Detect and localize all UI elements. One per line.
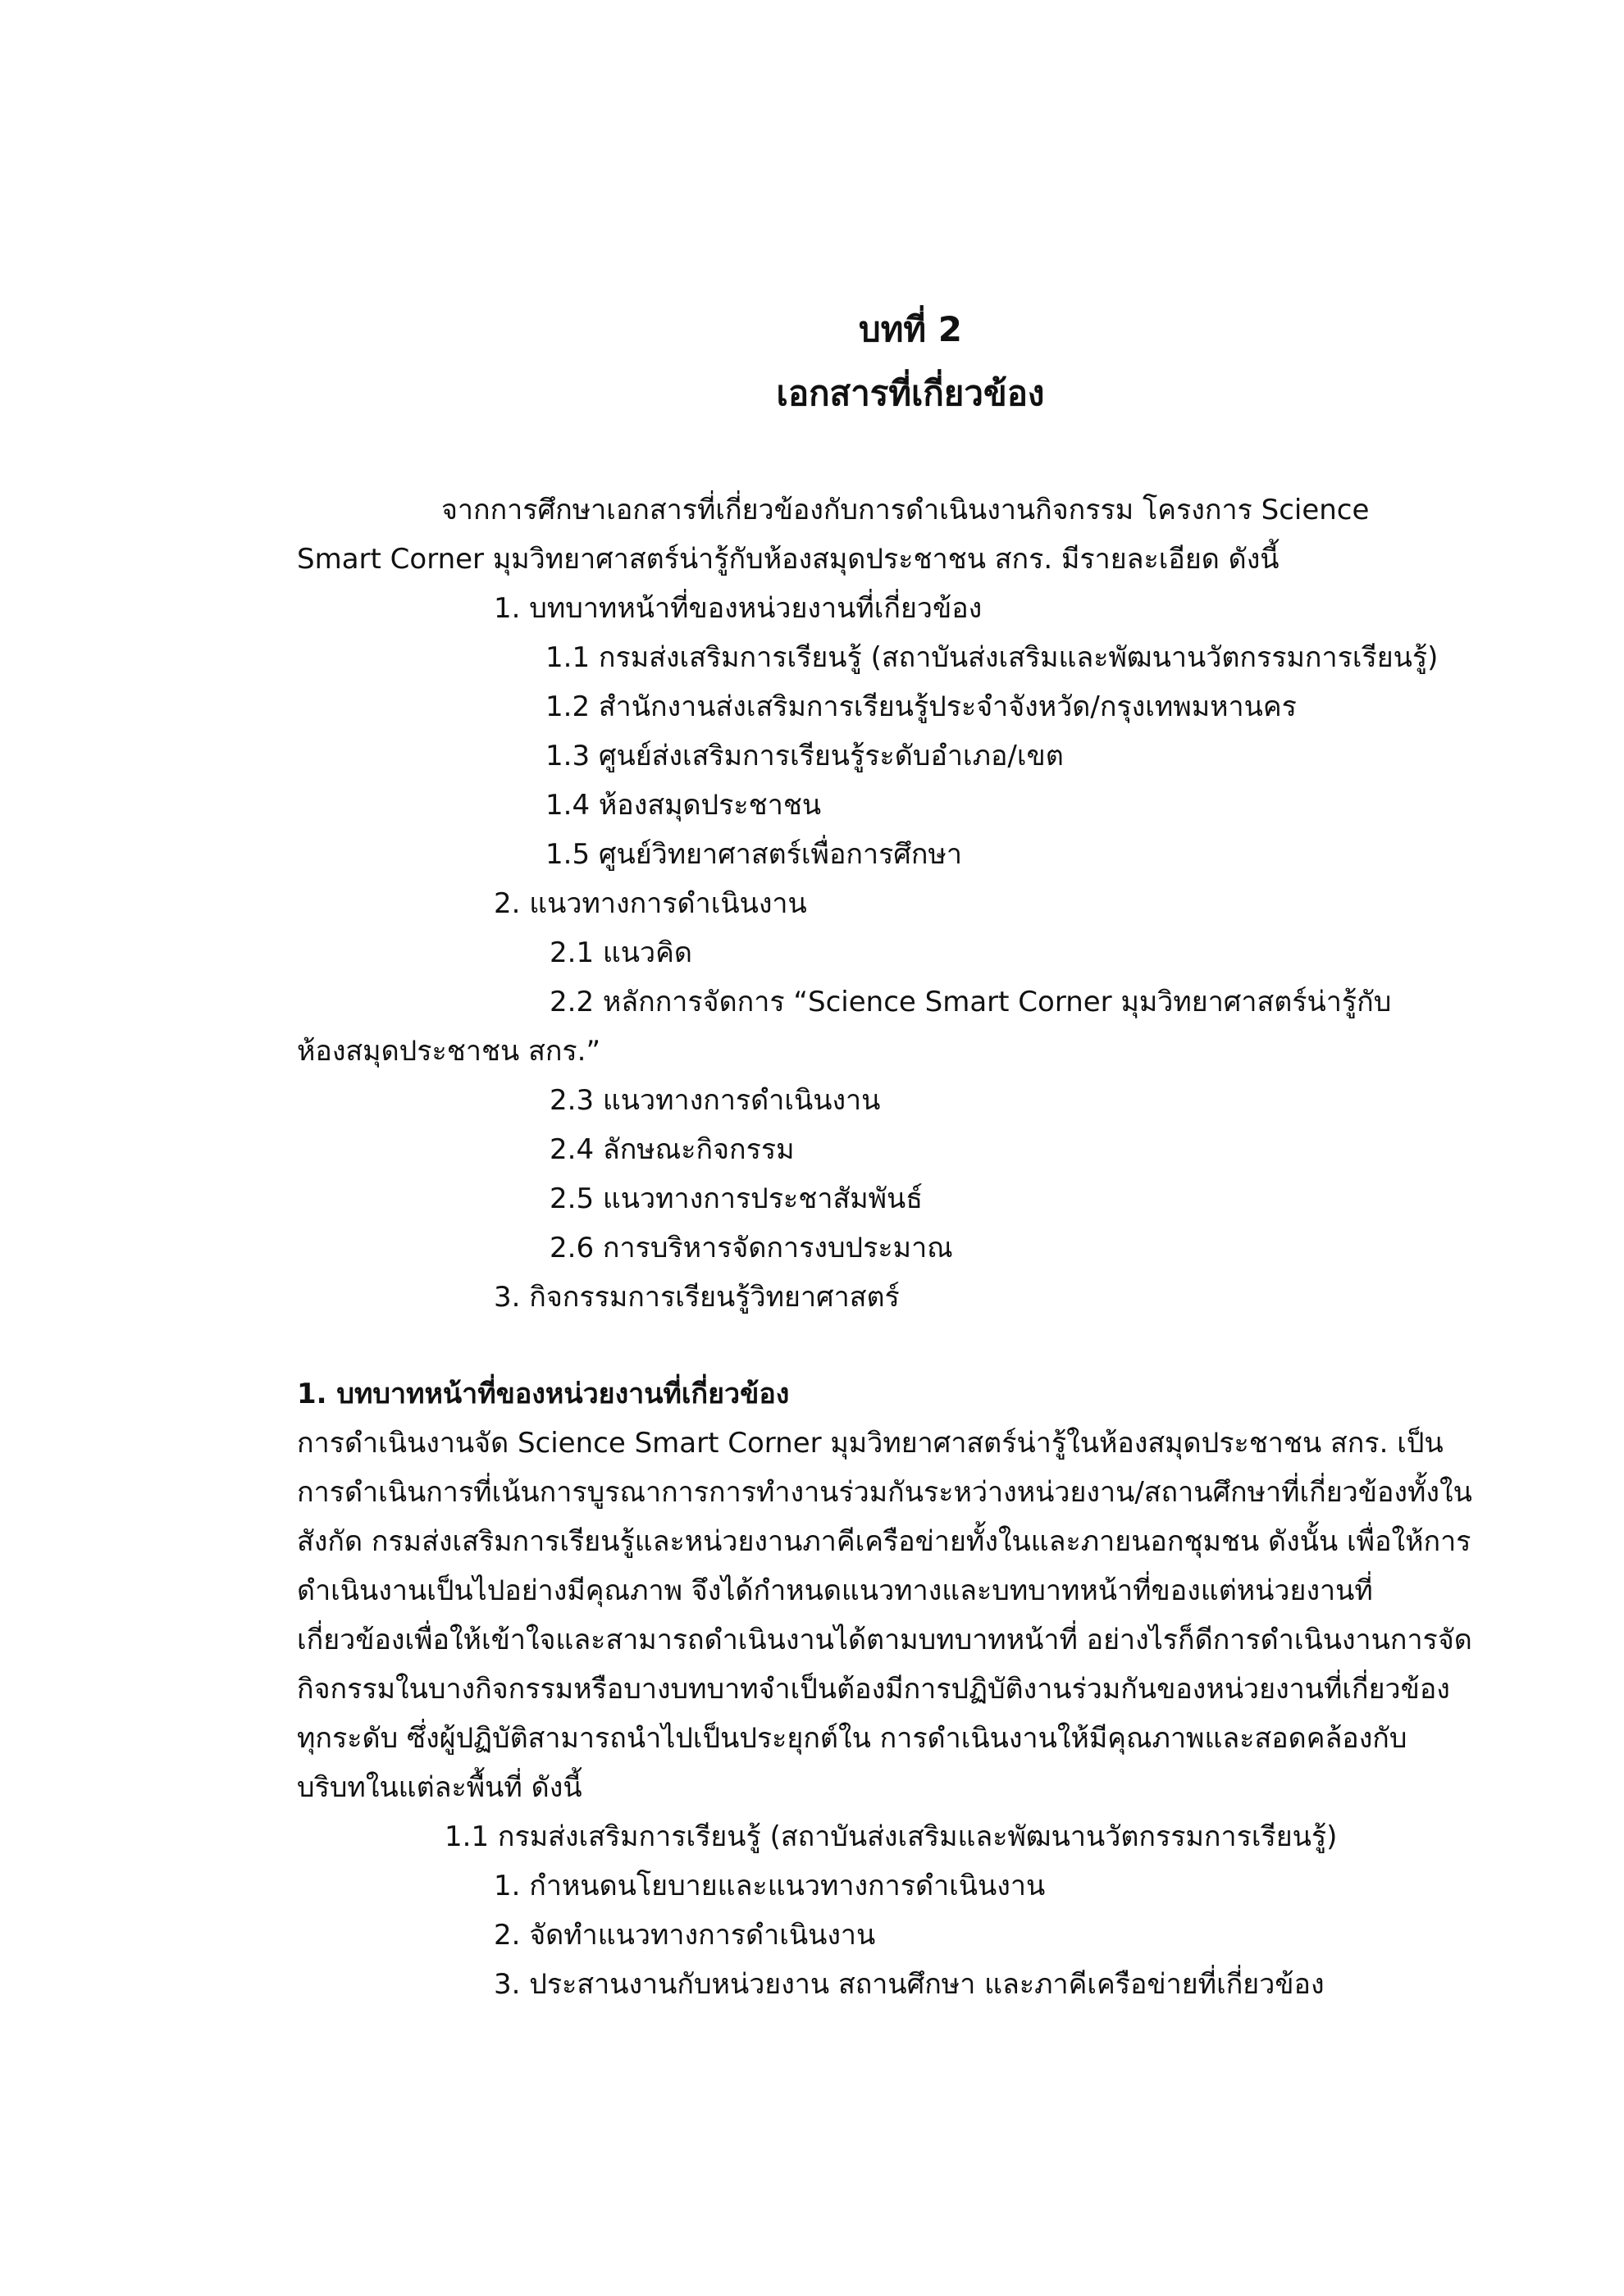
outline-item-2-4: 2.4 ลักษณะกิจกรรม: [550, 1133, 795, 1166]
chapter-number: บทที่ 2: [859, 309, 962, 349]
outline-item-2-2-continued: ห้องสมุดประชาชน สกร.”: [297, 1035, 601, 1068]
outline-item-1: 1. บทบาทหน้าที่ของหน่วยงานที่เกี่ยวข้อง: [494, 592, 983, 625]
outline-item-2-2: 2.2 หลักการจัดการ “Science Smart Corner มุมวิทยาศาสตร์น่ารู้กับ: [550, 986, 1392, 1018]
section-1-1-heading: 1.1 กรมส่งเสริมการเรียนรู้ (สถาบันส่งเสริมและพัฒนานวัตกรรมการเรียนรู้): [445, 1820, 1338, 1853]
outline-item-1-1: 1.1 กรมส่งเสริมการเรียนรู้ (สถาบันส่งเสริมและพัฒนานวัตกรรมการเรียนรู้): [545, 641, 1439, 674]
chapter-title: เอกสารที่เกี่ยวข้อง: [776, 373, 1045, 413]
duty-item-2: 2. จัดทำแนวทางการดำเนินงาน: [494, 1919, 876, 1952]
outline-item-3: 3. กิจกรรมการเรียนรู้วิทยาศาสตร์: [494, 1281, 900, 1314]
duty-item-3: 3. ประสานงานกับหน่วยงาน สถานศึกษา และภาคีเครือข่ายที่เกี่ยวข้อง: [494, 1968, 1325, 2001]
section-1-paragraph-line-7: ทุกระดับ ซึ่งผู้ปฏิบัติสามารถนำไปเป็นประยุกต์ใน การดำเนินงานให้มีคุณภาพและสอดคล้องกับ: [297, 1722, 1407, 1755]
section-1-paragraph-line-1: การดำเนินงานจัด Science Smart Corner มุมวิทยาศาสตร์น่ารู้ในห้องสมุดประชาชน สกร. เป็น: [297, 1427, 1444, 1460]
section-1-paragraph-line-3: สังกัด กรมส่งเสริมการเรียนรู้และหน่วยงานภาคีเครือข่ายทั้งในและภายนอกชุมชน ดังนั้น เพื่อให้การ: [297, 1525, 1471, 1558]
outline-item-2-3: 2.3 แนวทางการดำเนินงาน: [550, 1084, 881, 1117]
intro-line-2: Smart Corner มุมวิทยาศาสตร์น่ารู้กับห้องสมุดประชาชน สกร. มีรายละเอียด ดังนี้: [297, 543, 1280, 576]
outline-item-2-1: 2.1 แนวคิด: [550, 936, 692, 969]
section-1-heading: 1. บทบาทหน้าที่ของหน่วยงานที่เกี่ยวข้อง: [297, 1378, 790, 1410]
intro-line-1: จากการศึกษาเอกสารที่เกี่ยวข้องกับการดำเนินงานกิจกรรม โครงการ Science: [441, 494, 1370, 526]
outline-item-2-5: 2.5 แนวทางการประชาสัมพันธ์: [550, 1182, 924, 1215]
outline-item-1-4: 1.4 ห้องสมุดประชาชน: [545, 789, 822, 822]
outline-item-2-6: 2.6 การบริหารจัดการงบประมาณ: [550, 1232, 953, 1264]
outline-item-1-3: 1.3 ศูนย์ส่งเสริมการเรียนรู้ระดับอำเภอ/เขต: [545, 740, 1064, 772]
section-1-paragraph-line-8: บริบทในแต่ละพื้นที่ ดังนี้: [297, 1771, 582, 1804]
section-1-paragraph-line-6: กิจกรรมในบางกิจกรรมหรือบางบทบาทจำเป็นต้องมีการปฏิบัติงานร่วมกันของหน่วยงานที่เกี่ยวข้อง: [297, 1673, 1450, 1706]
outline-item-1-5: 1.5 ศูนย์วิทยาศาสตร์เพื่อการศึกษา: [545, 838, 962, 871]
section-1-paragraph-line-5: เกี่ยวข้องเพื่อให้เข้าใจและสามารถดำเนินงานได้ตามบทบาทหน้าที่ อย่างไรก็ดีการดำเนินงานการจัด: [297, 1624, 1472, 1656]
section-1-paragraph-line-2: การดำเนินการที่เน้นการบูรณาการการทำงานร่วมกันระหว่างหน่วยงาน/สถานศึกษาที่เกี่ยวข้องทั้งใน: [297, 1476, 1472, 1509]
outline-item-1-2: 1.2 สำนักงานส่งเสริมการเรียนรู้ประจำจังหวัด/กรุงเทพมหานคร: [545, 690, 1297, 723]
duty-item-1: 1. กำหนดนโยบายและแนวทางการดำเนินงาน: [494, 1870, 1046, 1902]
outline-item-2: 2. แนวทางการดำเนินงาน: [494, 887, 807, 920]
section-1-paragraph-line-4: ดำเนินงานเป็นไปอย่างมีคุณภาพ จึงได้กำหนดแนวทางและบทบาทหน้าที่ของแต่หน่วยงานที่: [297, 1574, 1373, 1607]
